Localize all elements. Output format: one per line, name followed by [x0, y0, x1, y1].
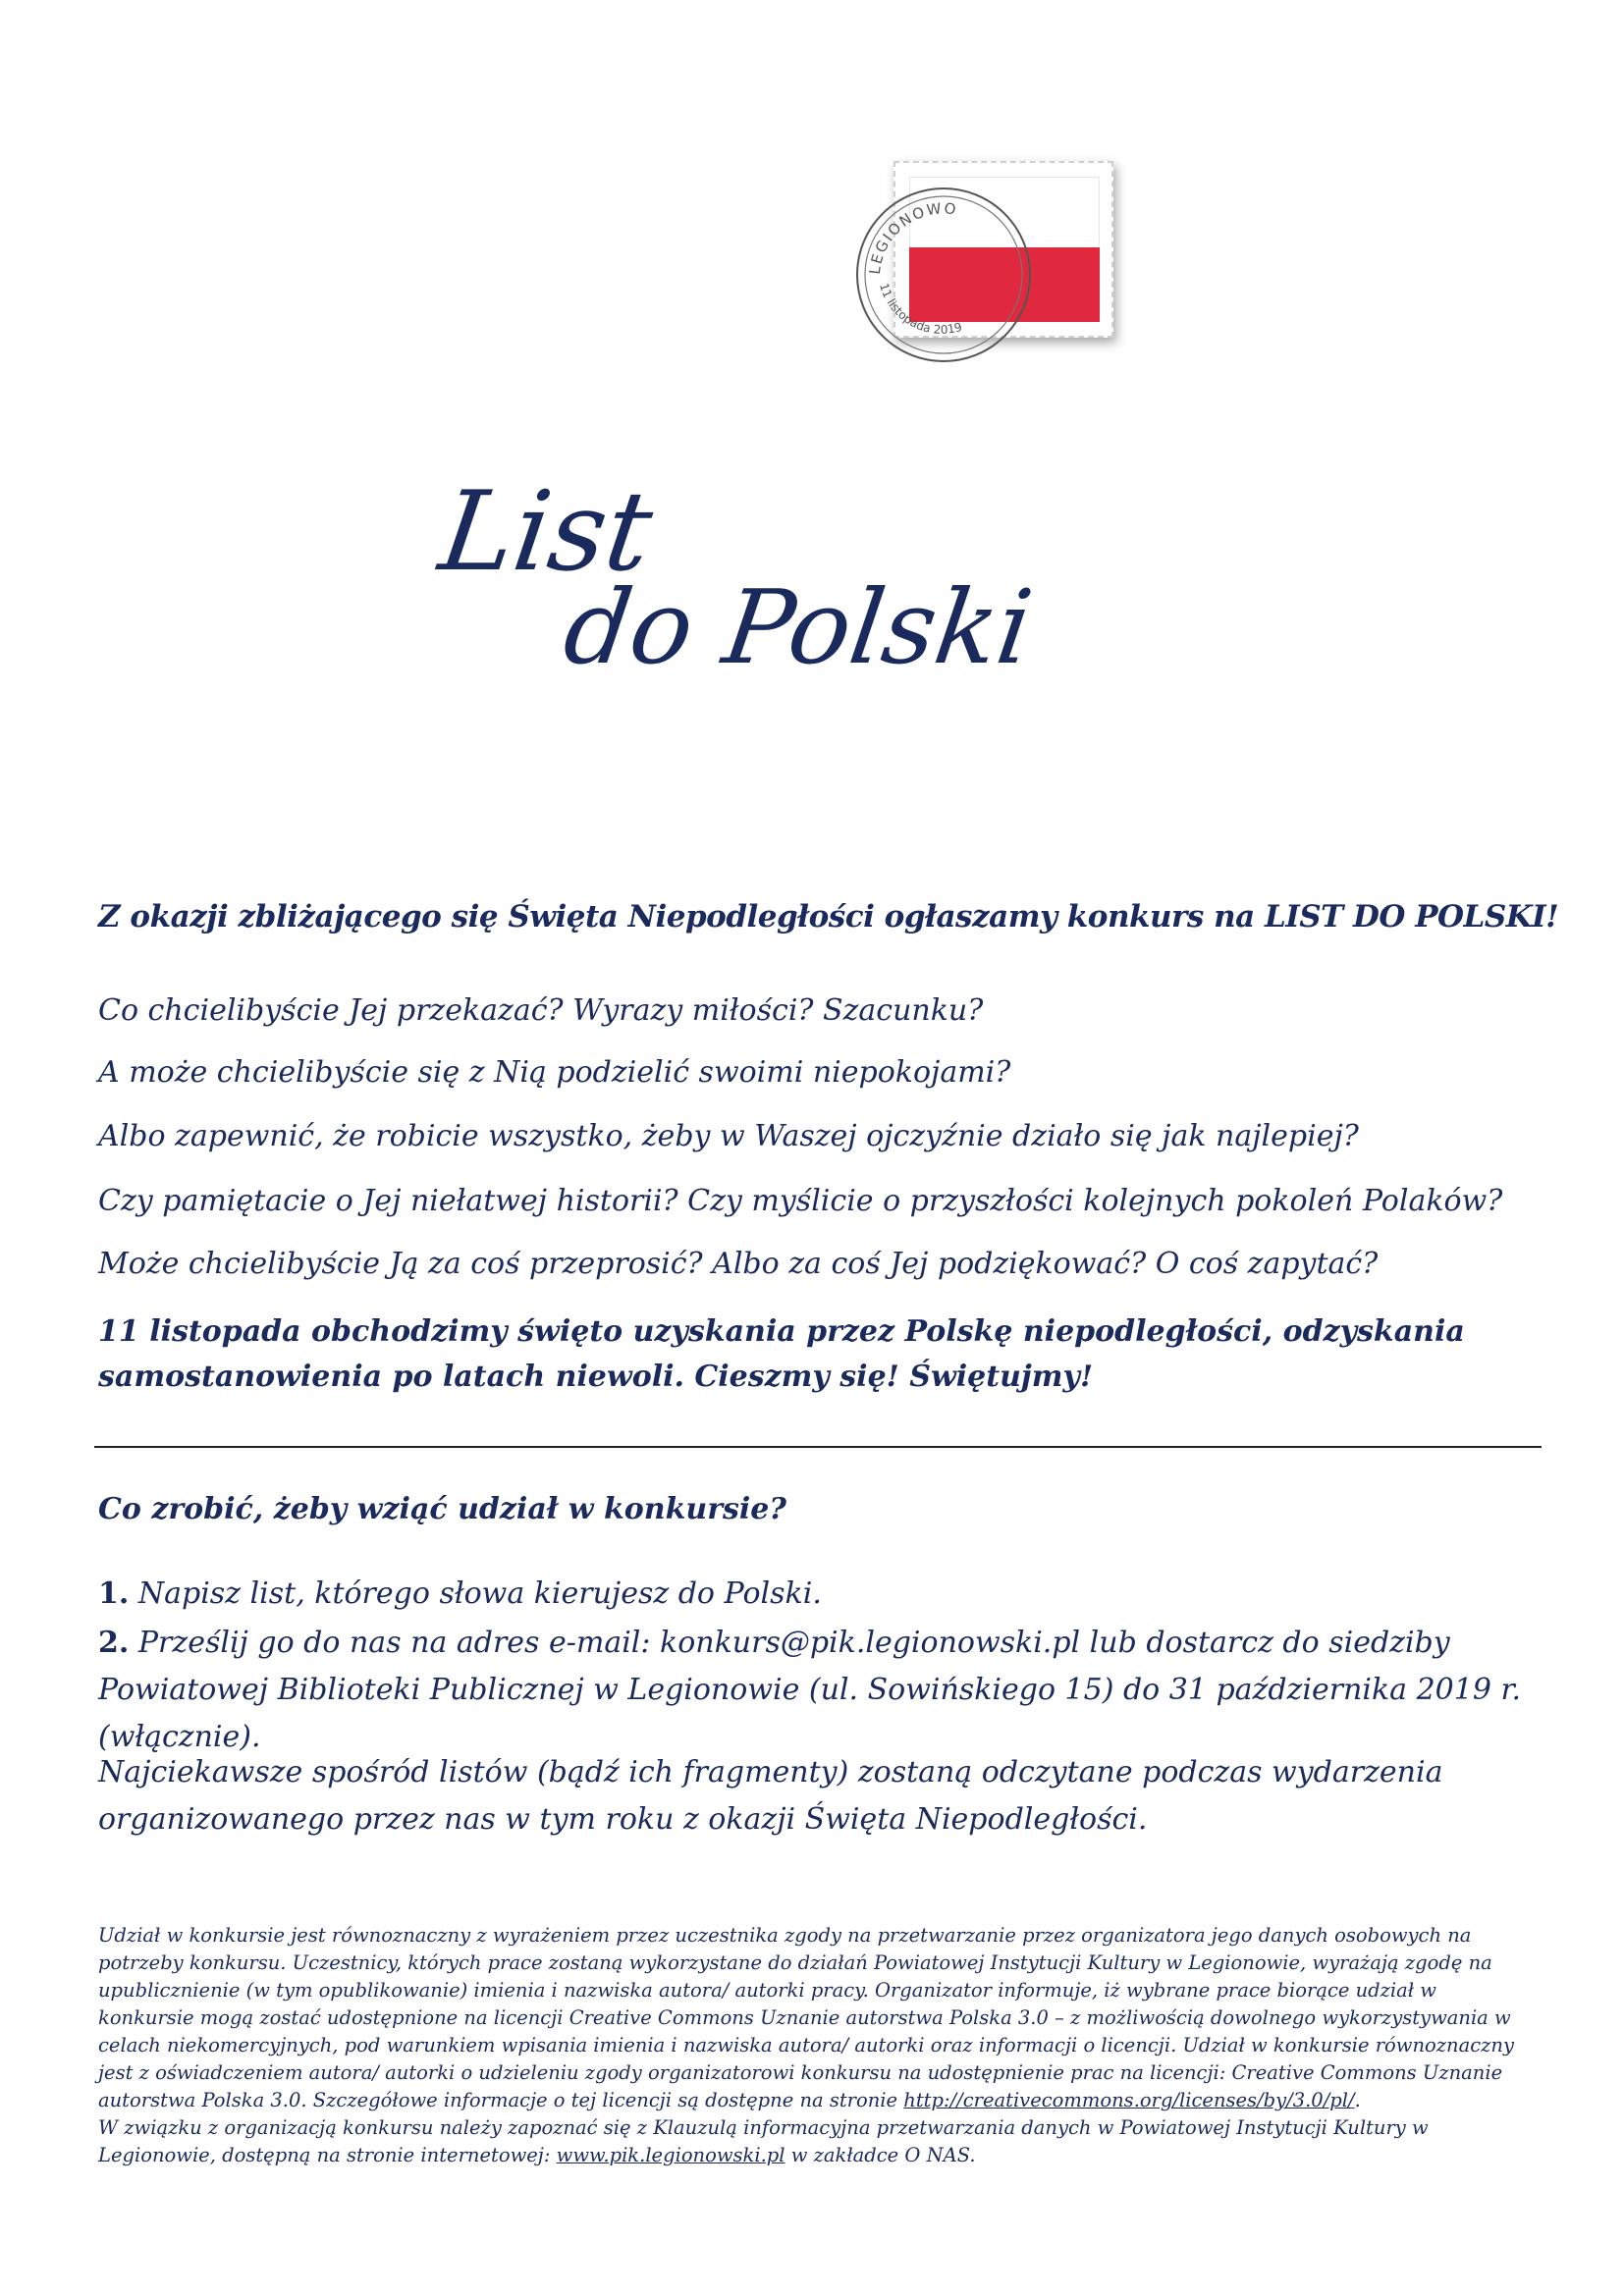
footnote-text-2: .	[1354, 2089, 1361, 2111]
postmark-date: 11 listopada 2019	[877, 281, 964, 337]
title-line-1: List	[432, 467, 660, 596]
step-2	[98, 1620, 1522, 1761]
svg-text:11 listopada 2019	[877, 282, 963, 337]
step-2-text: Prześlij go do nas na adres e-mail: konkurs@pik.legionowski.pl lub dostarcz do siedziby Powiatowej Biblioteki Publicznej w Legionowie (ul. Sowińskiego 15) do 31 października 2019 r. (włącznie).	[98, 1626, 1522, 1754]
postage-stamp	[865, 147, 1135, 373]
footnote-text-4: w zakładce O NAS.	[785, 2144, 976, 2166]
postmark-place: LEGIONOWO	[865, 199, 959, 276]
step-1	[98, 1576, 822, 1611]
svg-text:LEGIONOWO	[866, 199, 958, 275]
question-line: Co chcielibyście Jej przekazać? Wyrazy miłości? Szacunku?	[98, 993, 984, 1028]
question-line: Czy pamiętacie o Jej niełatwej historii? Czy myślicie o przyszłości kolejnych pokoleń Polaków?	[98, 1184, 1503, 1218]
closing-paragraph: Najciekawsze spośród listów (bądź ich fragmenty) zostaną odczytane podczas wydarzenia organizowanego przez nas w tym roku z okazji Święta Niepodległości.	[98, 1755, 1443, 1837]
page-title	[412, 461, 1119, 687]
legal-footnote	[98, 1922, 1532, 2169]
step-1-text: Napisz list, którego słowa kierujesz do Polski.	[137, 1576, 822, 1611]
license-link[interactable]: http://creativecommons.org/licenses/by/3.0/pl/	[903, 2089, 1355, 2111]
title-line-2: do Polski	[557, 567, 1040, 687]
divider	[94, 1446, 1542, 1448]
step-2-number: 2.	[98, 1626, 130, 1660]
question-line: Albo zapewnić, że robicie wszystko, żeby w Waszej ojczyźnie działo się jak najlepiej?	[98, 1119, 1359, 1153]
question-line: Może chcielibyście Ją za coś przeprosić? Albo za coś Jej podziękować? O coś zapytać?	[98, 1247, 1379, 1281]
step-1-number: 1.	[98, 1576, 130, 1611]
footnote-text-3: W związku z organizacją konkursu należy zapoznać się z Klauzulą informacyjna przetwarzania danych w Powiatowej Instytucji Kultury w Legionowie, dostępną na stronie internetowej:	[98, 2116, 1429, 2166]
postmark-icon	[840, 167, 1047, 373]
footnote-text-1: Udział w konkursie jest równoznaczny z wyrażeniem przez uczestnika zgody na przetwarzanie przez organizatora jego danych osobowych na potrzeby konkursu. Uczestnicy, których prace zostaną wykorzystane do działań Powiatowej Instytucji Kultury w Legionowie, wyrażają zgodę na upublicznienie (w tym opublikowanie) imienia i nazwiska autora/ autorki pracy. Organizator informuje, iż wybrane prace biorące udział w konkursie mogą zostać udostępnione na licencji Creative Commons Uznanie autorstwa Polska 3.0 – z możliwością dowolnego wykorzystywania w celach niekomercyjnych, pod warunkiem wpisania imienia i nazwiska autora/ autorki oraz informacji o licencji. Udział w konkursie równoznaczny jest z oświadczeniem autora/ autorki o udzieleniu zgody organizatorowi konkursu na udostępnienie prac na licencji: Creative Commons Uznanie autorstwa Polska 3.0. Szczegółowe informacje o tej licencji są dostępne na stronie	[98, 1924, 1515, 2111]
website-link[interactable]: www.pik.legionowski.pl	[556, 2144, 785, 2166]
section-heading: Co zrobić, żeby wziąć udział w konkursie?	[98, 1492, 786, 1526]
question-line: A może chcielibyście się z Nią podzielić swoimi niepokojami?	[98, 1055, 1011, 1090]
headline: Z okazji zbliżającego się Święta Niepodległości ogłaszamy konkurs na LIST DO POLSKI!	[98, 899, 1559, 934]
highlight-paragraph: 11 listopada obchodzimy święto uzyskania przez Polskę niepodległości, odzyskania samostanowienia po latach niewoli. Cieszmy się! Świętujmy!	[98, 1314, 1465, 1394]
